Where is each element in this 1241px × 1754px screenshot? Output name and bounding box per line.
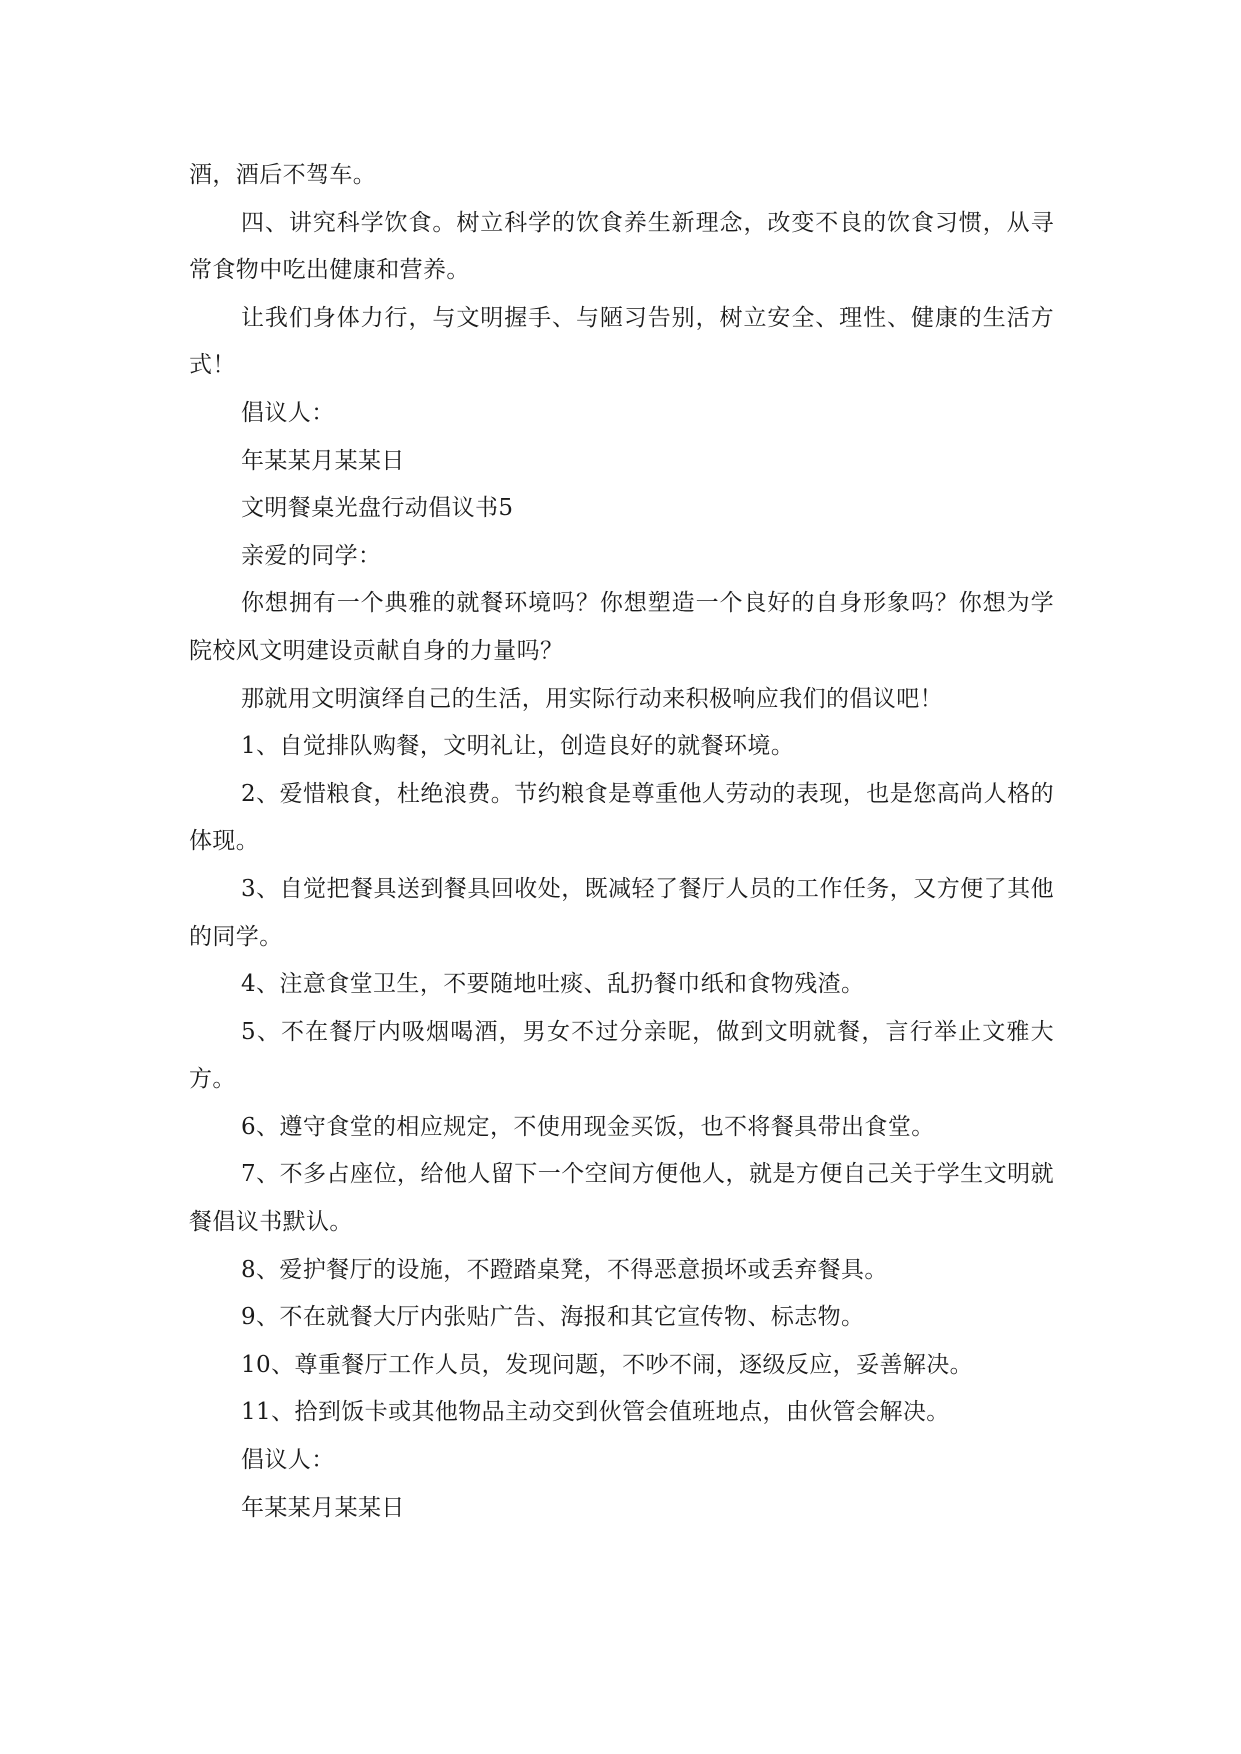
list-item: 8、爱护餐厅的设施，不蹬踏桌凳，不得恶意损坏或丢弃餐具。 xyxy=(241,1256,888,1283)
section-title: 文明餐桌光盘行动倡议书5 xyxy=(241,495,514,522)
list-item: 5、不在餐厅内吸烟喝酒，男女不过分亲昵，做到文明就餐，言行举止文雅大方。 xyxy=(189,1018,1054,1093)
proposer-label: 倡议人： xyxy=(241,399,335,426)
list-item: 7、不多占座位，给他人留下一个空间方便他人，就是方便自己关于学生文明就餐倡议书默认。 xyxy=(189,1161,1054,1236)
list-item: 2、爱惜粮食，杜绝浪费。节约粮食是尊重他人劳动的表现，也是您高尚人格的体现。 xyxy=(189,780,1054,855)
salutation: 亲爱的同学： xyxy=(241,542,382,569)
paragraph-continuation: 酒，酒后不驾车。 xyxy=(189,162,377,188)
date-line: 年某某月某某日 xyxy=(241,1494,405,1521)
list-item: 9、不在就餐大厅内张贴广告、海报和其它宣传物、标志物。 xyxy=(241,1304,865,1331)
paragraph-item-four: 四、讲究科学饮食。树立科学的饮食养生新理念，改变不良的饮食习惯，从寻常食物中吃出健康和营养。 xyxy=(189,209,1054,284)
list-item: 6、遵守食堂的相应规定，不使用现金买饭，也不将餐具带出食堂。 xyxy=(241,1113,935,1140)
document-body xyxy=(189,152,1054,1532)
date-line: 年某某月某某日 xyxy=(241,447,405,474)
paragraph-intro-questions: 你想拥有一个典雅的就餐环境吗？你想塑造一个良好的自身形象吗？你想为学院校风文明建设贡献自身的力量吗？ xyxy=(189,590,1054,664)
proposer-label: 倡议人： xyxy=(241,1447,335,1474)
list-item: 1、自觉排队购餐，文明礼让，创造良好的就餐环境。 xyxy=(241,733,795,760)
list-item: 11、拾到饭卡或其他物品主动交到伙管会值班地点，由伙管会解决。 xyxy=(241,1399,950,1426)
paragraph-closing-call: 让我们身体力行，与文明握手、与陋习告别，树立安全、理性、健康的生活方式！ xyxy=(189,304,1054,379)
list-item: 10、尊重餐厅工作人员，发现问题，不吵不闹，逐级反应，妥善解决。 xyxy=(241,1351,974,1378)
list-item: 3、自觉把餐具送到餐具回收处，既减轻了餐厅人员的工作任务，又方便了其他的同学。 xyxy=(189,875,1054,950)
list-item: 4、注意食堂卫生，不要随地吐痰、乱扔餐巾纸和食物残渣。 xyxy=(241,971,865,998)
paragraph-intro-call: 那就用文明演绎自己的生活，用实际行动来积极响应我们的倡议吧！ xyxy=(241,685,943,712)
